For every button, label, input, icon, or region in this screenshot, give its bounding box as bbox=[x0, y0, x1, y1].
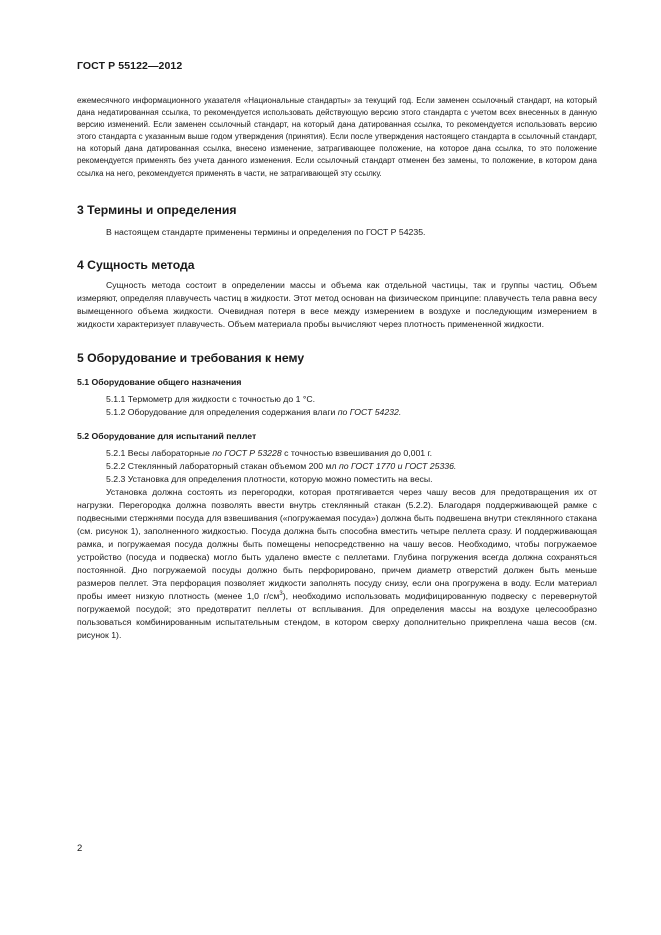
subsection-5-1-title: 5.1 Оборудование общего назначения bbox=[77, 376, 242, 387]
item-5-2-1-text-end: с точностью взвешивания до 0,001 г. bbox=[281, 447, 433, 458]
section-5-title: 5 Оборудование и требования к нему bbox=[77, 350, 305, 365]
item-5-2-1-reference: по ГОСТ Р 53228 bbox=[212, 447, 282, 458]
item-5-2-1 bbox=[77, 447, 597, 460]
item-5-1-2-text: 5.1.2 Оборудование для определения содержания влаги bbox=[106, 406, 338, 417]
apparatus-paragraph bbox=[77, 486, 597, 642]
section-3-paragraph: В настоящем стандарте применены термины и определения по ГОСТ Р 54235. bbox=[106, 226, 426, 237]
apparatus-text-end: ), необходимо использовать модифицированную подвеску с перевернутой погружаемой посудой; это предотвратит пеллеты от всплывания. Для определения массы на воздухе целесообразно пользоваться комбинированным испытательным стендом, в котором сверху дополнительно прикреплена чаша весов (см. рисунок 1). bbox=[77, 590, 597, 640]
section-3-body bbox=[77, 226, 597, 239]
superscript-three: 3 bbox=[279, 590, 283, 597]
item-5-2-1-text: 5.2.1 Весы лабораторные bbox=[106, 447, 213, 458]
item-5-2-2 bbox=[77, 460, 597, 473]
apparatus-text: Установка должна состоять из перегородки, которая протягивается через чашу весов для предотвращения их от нагрузки. Перегородка должна позволять ввести внутрь стеклянный стакан (5.2.2). Благодаря поддерживающей рамке с подвесными стержнями посуда для взвешивания («погружаемая посуда») должна быть подвешена внутри стеклянного стакана (см. рисунок 1), заполненного жидкостью. Посуда должна быть способна вместить четыре пеллета сразу. И поддерживающая рамка, и погружаемая посуда должны быть помещены непосредственно на чашу весов. Необходимо, чтобы погружаемое устройство (посуда и подвеска) могло быть удалено вместе с пеллетами. Глубина погружения всегда должна сохраняться постоянной. Дно погружаемой посуды должно быть перфорировано, причем диаметр отверстий должен быть меньше размеров пеллет. Эта перфорация позволяет жидкости заполнять посуду снизу, если она прогружена в воду. Если материал пробы имеет низкую плотность (менее 1,0 г/см bbox=[77, 486, 597, 601]
document-header-code: ГОСТ Р 55122—2012 bbox=[77, 60, 183, 72]
section-3-title: 3 Термины и определения bbox=[77, 202, 237, 217]
item-5-1-2-reference: по ГОСТ 54232. bbox=[337, 406, 402, 417]
intro-continuation bbox=[77, 95, 597, 180]
item-5-2-3: 5.2.3 Установка для определения плотности, которую можно поместить на весы. bbox=[106, 473, 433, 484]
intro-paragraph: ежемесячного информационного указателя «Национальные стандарты» за текущий год. Если заменен ссылочный стандарт, на который дана недатированная ссылка, то рекомендуется использовать действующую версию этого стандарта с учетом всех внесенных в данную версию изменений. Если заменен ссылочный стандарт, на который дана датированная ссылка, то рекомендуется использовать версию этого стандарта с указанным выше годом утверждения (принятия). Если после утверждения настоящего стандарта в ссылочный стандарт, на который дана датированная ссылка, внесено изменение, затрагивающее положение, на которое дана ссылка, то это положение рекомендуется применять без учета данного изменения. Если ссылочный стандарт отменен без замены, то положение, в котором дана ссылка на него, рекомендуется применять в части, не затрагивающей эту ссылку. bbox=[77, 96, 597, 178]
page-number: 2 bbox=[77, 843, 83, 854]
page-content bbox=[77, 95, 597, 642]
apparatus-description bbox=[77, 486, 597, 642]
item-5-2-2-text: 5.2.2 Стеклянный лабораторный стакан объемом 200 мл bbox=[106, 460, 339, 471]
section-4-title: 4 Сущность метода bbox=[77, 257, 195, 272]
item-5-1-1: 5.1.1 Термометр для жидкости с точностью до 1 °С. bbox=[106, 393, 316, 404]
item-5-1-2 bbox=[77, 406, 597, 419]
subsection-5-2-title: 5.2 Оборудование для испытаний пеллет bbox=[77, 430, 257, 441]
item-5-2-2-reference: по ГОСТ 1770 и ГОСТ 25336. bbox=[338, 460, 457, 471]
section-4-body bbox=[77, 279, 597, 331]
section-4-paragraph: Сущность метода состоит в определении массы и объема как отдельной частицы, так и группы частиц. Объем измеряют, определяя плавучесть частиц в жидкости. Этот метод основан на физическом принципе: плавучесть тела равна весу вымещенного объема жидкости. Очевидная потеря в весе между измерением в воздухе и последующим измерением в жидкости характеризует плавучесть. Объем материала пробы вычисляют через плотность примененной жидкости. bbox=[77, 279, 597, 329]
